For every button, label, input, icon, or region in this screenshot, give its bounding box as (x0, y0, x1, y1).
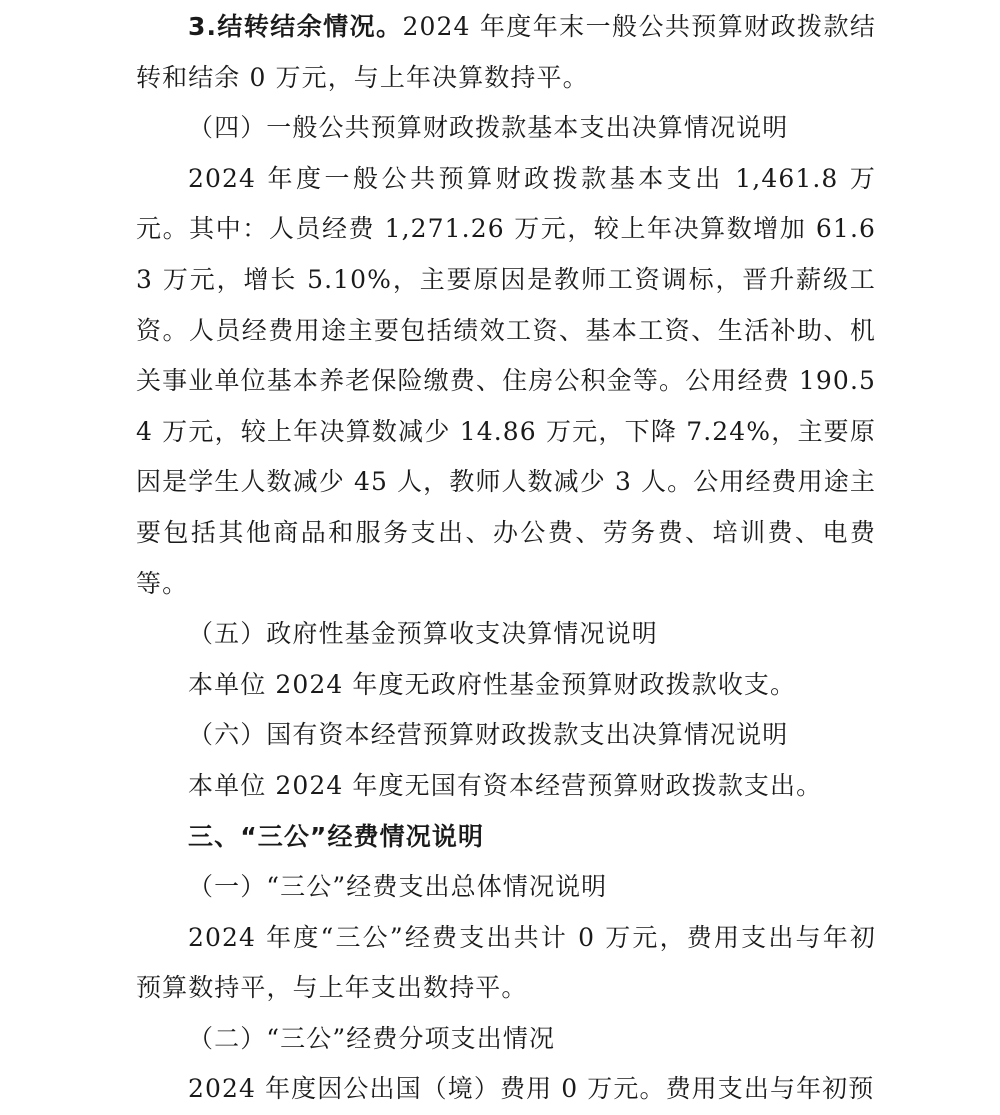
heading-basic-expense: （四）一般公共预算财政拨款基本支出决算情况说明 (188, 113, 789, 143)
heading-three-public-itemized: （二）“三公”经费分项支出情况 (188, 1023, 556, 1053)
paragraph-state-capital: 本单位 2024 年度无国有资本经营预算财政拨款支出。 (188, 770, 823, 800)
paragraph-abroad-expense: 2024 年度因公出国（境）费用 0 万元。费用支出与年初预 (188, 1074, 875, 1104)
paragraph-gov-fund: 本单位 2024 年度无政府性基金预算财政拨款收支。 (188, 669, 797, 699)
heading-three-public-total: （一）“三公”经费支出总体情况说明 (188, 872, 608, 902)
heading-gov-fund: （五）政府性基金预算收支决算情况说明 (188, 619, 658, 649)
paragraph-text: 2024 年度年末一般公共预算财政拨款结转和结余 0 万元，与上年决算数持平。 (136, 12, 876, 92)
paragraph-carryover-balance (136, 2, 876, 103)
heading-state-capital: （六）国有资本经营预算财政拨款支出决算情况说明 (188, 720, 789, 750)
paragraph-lead: 3.结转结余情况。 (188, 12, 403, 41)
document-page (136, 0, 876, 1115)
paragraph-basic-expense: 2024 年度一般公共预算财政拨款基本支出 1,461.8 万元。其中：人员经费 1,271.26 万元，较上年决算数增加 61.63 万元，增长 5.10%，主要原因是教师工资调标，晋升薪级工资。人员经费用途主要包括绩效工资、基本工资、生活补助、机关事业单位基本养老保险缴费、住房公积金等。公用经费 190.54 万元，较上年决算数减少 14.86 万元，下降 7.24%，主要原因是学生人数减少 45 人，教师人数减少 3 人。公用经费用途主要包括其他商品和服务支出、办公费、劳务费、培训费、电费等。 (136, 163, 876, 598)
section-three-public-expense: 三、“三公”经费情况说明 (188, 821, 485, 851)
paragraph-three-public-total: 2024 年度“三公”经费支出共计 0 万元，费用支出与年初预算数持平，与上年支出数持平。 (136, 922, 876, 1003)
